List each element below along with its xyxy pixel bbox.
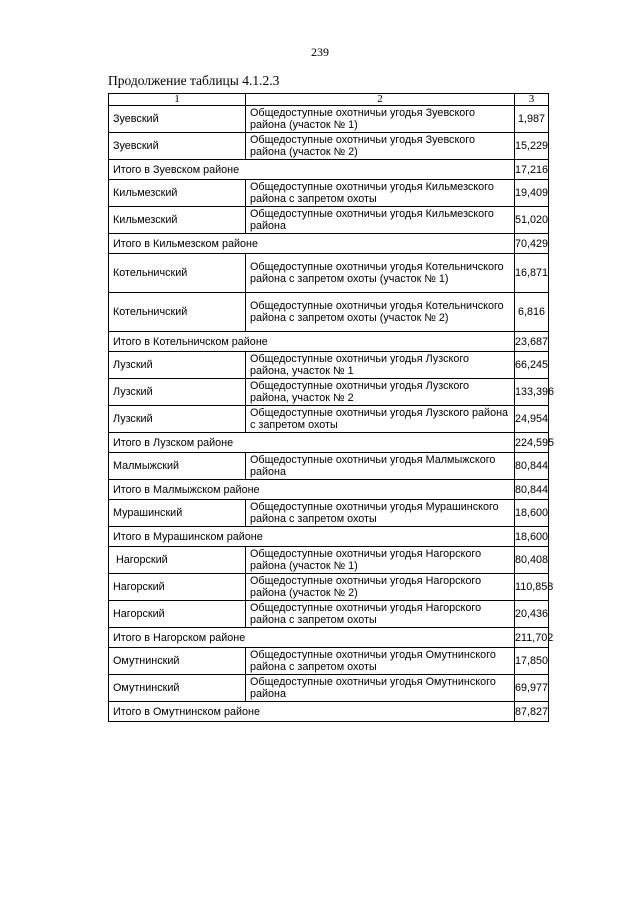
table-total-row — [109, 527, 549, 547]
description-cell: Общедоступные охотничьи угодья Омутнинского района с запретом охоты — [246, 648, 515, 675]
description-cell: Общедоступные охотничьи угодья Мурашинского района с запретом охоты — [246, 500, 515, 527]
column-header-1: 1 — [109, 94, 246, 106]
table-row — [109, 453, 549, 480]
table-row — [109, 352, 549, 379]
area-value-cell: 19,409 — [515, 180, 549, 207]
district-cell: Нагорский — [109, 547, 246, 574]
total-value: 80,844 — [515, 480, 549, 500]
description-cell: Общедоступные охотничьи угодья Омутнинского района — [246, 675, 515, 702]
district-cell: Нагорский — [109, 574, 246, 601]
table-caption: Продолжение таблицы 4.1.2.3 — [108, 73, 280, 88]
table-row — [109, 254, 549, 293]
total-value: 87,827 — [515, 702, 549, 722]
description-cell: Общедоступные охотничьи угодья Нагорского района (участок № 2) — [246, 574, 515, 601]
table-row — [109, 601, 549, 628]
table-header-row — [109, 94, 549, 106]
area-value-cell: 110,858 — [515, 574, 549, 601]
district-cell: Лузский — [109, 352, 246, 379]
total-label: Итого в Мурашинском районе — [109, 527, 515, 547]
description-cell: Общедоступные охотничьи угодья Лузского района с запретом охоты — [246, 406, 515, 433]
table-total-row — [109, 234, 549, 254]
total-value: 70,429 — [515, 234, 549, 254]
area-value-cell: 80,844 — [515, 453, 549, 480]
total-value: 211,702 — [515, 628, 549, 648]
total-value: 23,687 — [515, 332, 549, 352]
table-row — [109, 574, 549, 601]
total-label: Итого в Зуевском районе — [109, 160, 515, 180]
hunting-grounds-table — [108, 93, 555, 722]
description-cell: Общедоступные охотничьи угодья Нагорского района (участок № 1) — [246, 547, 515, 574]
description-cell: Общедоступные охотничьи угодья Котельничского района с запретом охоты (участок № 1) — [246, 254, 515, 293]
table-row — [109, 180, 549, 207]
area-value-cell: 24,954 — [515, 406, 549, 433]
column-header-3: 3 — [515, 94, 549, 106]
table-row — [109, 547, 549, 574]
total-value: 17,216 — [515, 160, 549, 180]
district-cell: Кильмезский — [109, 207, 246, 234]
description-cell: Общедоступные охотничьи угодья Кильмезского района с запретом охоты — [246, 180, 515, 207]
area-value-cell: 16,871 — [515, 254, 549, 293]
table-row — [109, 379, 549, 406]
district-cell: Кильмезский — [109, 180, 246, 207]
description-cell: Общедоступные охотничьи угодья Малмыжского района — [246, 453, 515, 480]
district-cell: Лузский — [109, 406, 246, 433]
district-cell: Омутнинский — [109, 648, 246, 675]
page-number: 239 — [311, 45, 329, 59]
area-value-cell: 51,020 — [515, 207, 549, 234]
table-row — [109, 406, 549, 433]
description-cell: Общедоступные охотничьи угодья Нагорского района с запретом охоты — [246, 601, 515, 628]
district-cell: Зуевский — [109, 133, 246, 160]
table-total-row — [109, 628, 549, 648]
total-label: Итого в Малмыжском районе — [109, 480, 515, 500]
table-total-row — [109, 160, 549, 180]
district-cell: Котельничский — [109, 254, 246, 293]
total-label: Итого в Нагорском районе — [109, 628, 515, 648]
district-cell: Котельничский — [109, 293, 246, 332]
table-row — [109, 293, 549, 332]
district-cell: Зуевский — [109, 106, 246, 133]
table-total-row — [109, 480, 549, 500]
total-label: Итого в Котельничском районе — [109, 332, 515, 352]
area-value-cell: 17,850 — [515, 648, 549, 675]
table-total-row — [109, 702, 549, 722]
district-cell: Омутнинский — [109, 675, 246, 702]
area-value-cell: 66,245 — [515, 352, 549, 379]
area-value-cell: 6,816 — [515, 293, 549, 332]
description-cell: Общедоступные охотничьи угодья Лузского района, участок № 2 — [246, 379, 515, 406]
area-value-cell: 1,987 — [515, 106, 549, 133]
table-row — [109, 500, 549, 527]
area-value-cell: 18,600 — [515, 500, 549, 527]
area-value-cell: 69,977 — [515, 675, 549, 702]
column-header-2: 2 — [246, 94, 515, 106]
district-cell: Нагорский — [109, 601, 246, 628]
total-label: Итого в Лузском районе — [109, 433, 515, 453]
description-cell: Общедоступные охотничьи угодья Зуевского района (участок № 2) — [246, 133, 515, 160]
description-cell: Общедоступные охотничьи угодья Котельничского района с запретом охоты (участок № 2) — [246, 293, 515, 332]
table-row — [109, 648, 549, 675]
district-cell: Лузский — [109, 379, 246, 406]
description-cell: Общедоступные охотничьи угодья Зуевского района (участок № 1) — [246, 106, 515, 133]
total-value: 18,600 — [515, 527, 549, 547]
total-value: 224,595 — [515, 433, 549, 453]
table-row — [109, 133, 549, 160]
table-row — [109, 106, 549, 133]
total-label: Итого в Омутнинском районе — [109, 702, 515, 722]
total-label: Итого в Кильмезском районе — [109, 234, 515, 254]
area-value-cell: 80,408 — [515, 547, 549, 574]
district-cell: Малмыжский — [109, 453, 246, 480]
description-cell: Общедоступные охотничьи угодья Лузского района, участок № 1 — [246, 352, 515, 379]
description-cell: Общедоступные охотничьи угодья Кильмезского района — [246, 207, 515, 234]
table-row — [109, 207, 549, 234]
area-value-cell: 20,436 — [515, 601, 549, 628]
area-value-cell: 133,396 — [515, 379, 549, 406]
table-row — [109, 675, 549, 702]
table-total-row — [109, 433, 549, 453]
area-value-cell: 15,229 — [515, 133, 549, 160]
district-cell: Мурашинский — [109, 500, 246, 527]
table-total-row — [109, 332, 549, 352]
